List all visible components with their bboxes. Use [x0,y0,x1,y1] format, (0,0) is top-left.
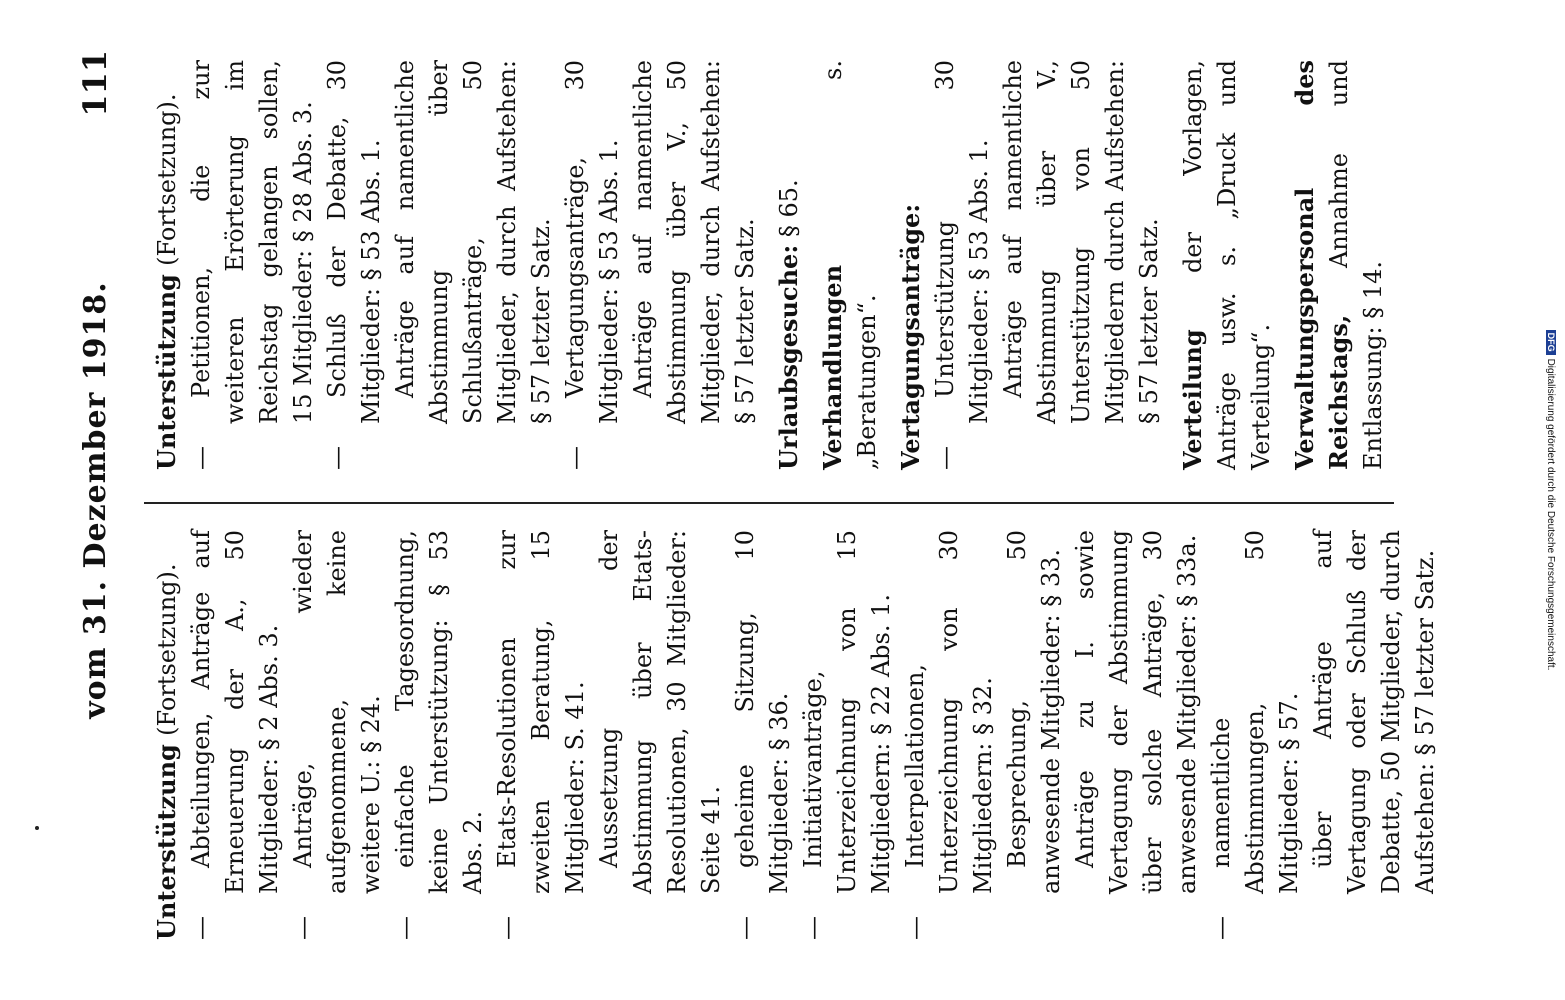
entry-dash: — [931,446,959,470]
entry-text: Anträge, wieder aufgenommene, keine weitere U.: § 24. [289,530,385,894]
right-heading-main: Unterstützung [152,274,181,470]
index-entry [490,530,592,940]
entry-text: Petitionen, die zur weiteren Erörterung im Reichstag gelangen sollen, 15 Mitglieder: § 28 Abs. 3. [187,60,317,424]
index-head-entry [1176,60,1278,470]
entry-dash: — [731,916,759,940]
head-entry-term: Verwaltungspersonal des Reichstags, [1290,60,1353,470]
entry-dash: — [187,446,215,470]
head-entry-term: Verteilung [1178,329,1207,470]
entry-text: Schluß der Debatte, 30 Mitglieder: § 53 Abs. 1. [323,60,385,424]
entry-dash: — [323,446,351,470]
index-entry [1204,530,1306,940]
right-heading-sub: (Fortsetzung). [153,93,181,266]
head-entry-text: § 65. [775,179,803,245]
head-entry-text: Annahme und Entlassung: § 14. [1325,60,1387,470]
index-entry [728,530,796,940]
entry-dash: — [901,916,929,940]
right-column [150,60,1390,470]
index-entry [320,60,388,470]
index-entry [558,60,626,470]
entry-dash: — [493,916,521,940]
entry-text: Interpellationen, Unterzeichnung von 30 Mitgliedern: § 32. [901,530,997,894]
vertagung-heading: Vertagungsanträge: [896,203,925,470]
index-entry [796,530,898,940]
index-entry [184,530,286,940]
index-subentry: Anträge auf namentliche Abstimmung über V., 50 Mitglieder, durch Aufstehen: § 57 letzter Satz. [629,60,759,424]
index-entry [928,60,996,470]
left-column-heading [150,530,184,940]
head-entry-term: Urlaubsgesuche: [774,244,803,470]
index-subentry: Aussetzung der Abstimmung über Etats-Resolutionen, 30 Mitglieder: Seite 41. [595,530,725,894]
scan-speck [35,826,39,830]
index-head-entry [816,60,884,470]
header-date: vom 31. Dezember 1918. [78,281,113,719]
entry-text: einfache Tagesordnung, keine Unterstützung: § 53 Abs. 2. [391,530,487,894]
entry-dash: — [289,916,317,940]
entry-text: Vertagungsanträge, 30 Mitglieder: § 53 Abs. 1. [561,60,623,424]
entry-text: namentliche Abstimmungen, 50 Mitglieder: § 57. [1207,530,1303,894]
left-column [150,530,1442,940]
head-entry-text: s. „Beratungen“. [819,60,881,470]
column-divider [144,502,1394,504]
index-head-entry [1288,60,1390,470]
left-heading-main: Unterstützung [152,744,181,940]
index-subentry: Anträge auf namentliche Abstimmung über V., Unterstützung von 50 Mitgliedern durch Aufstehen: § 57 letzter Satz. [999,60,1163,424]
page-header [0,0,120,1000]
left-heading-sub: (Fortsetzung). [153,563,181,736]
entry-dash: — [561,446,589,470]
right-column-heading [150,60,184,470]
page-number: 111 [76,50,114,117]
index-head-entry [894,60,928,470]
index-subentry: Anträge auf namentliche Abstimmung über Schlußanträge, 50 Mitglieder, durch Aufstehen: § 57 letzter Satz. [391,60,555,424]
entry-dash: — [1207,916,1235,940]
entry-text: Abteilungen, Anträge auf Erneuerung der A., 50 Mitglieder: § 2 Abs. 3. [187,530,283,894]
entry-text: geheime Sitzung, 10 Mitglieder: § 36. [731,530,793,894]
index-entry [388,530,490,940]
head-entry-term: Verhandlungen [818,264,847,470]
entry-dash: — [391,916,419,940]
index-subentry: über Anträge auf Vertagung oder Schluß der Debatte, 50 Mitglieder, durch Aufstehen: § 57 letzter Satz. [1309,530,1439,894]
index-entry [898,530,1000,940]
entry-text: Initiativanträge, Unterzeichnung von 15 Mitgliedern: § 22 Abs. 1. [799,530,895,894]
index-head-entry [772,60,806,470]
index-entry [184,60,320,470]
index-subentry: Besprechung, 50 anwesende Mitglieder: § 33. [1003,530,1065,894]
dfg-logo: DFG [1546,330,1556,355]
index-subentry: Anträge zu I. sowie Vertagung der Abstimmung über solche Anträge, 30 anwesende Mitglieder: § 33a. [1071,530,1201,894]
head-entry-text: der Vorlagen, Anträge usw. s. „Druck und Verteilung“. [1179,60,1275,470]
index-entry [286,530,388,940]
funding-note-text: Digitalisierung gefördert durch die Deutsche Forschungsgemeinschaft. [1545,358,1556,671]
entry-dash: — [187,916,215,940]
entry-dash: — [799,916,827,940]
funding-note [1538,150,1556,850]
entry-text: Unterstützung 30 Mitglieder: § 53 Abs. 1. [931,60,993,424]
entry-text: Etats-Resolutionen zur zweiten Beratung, 15 Mitglieder: S. 41. [493,530,589,894]
